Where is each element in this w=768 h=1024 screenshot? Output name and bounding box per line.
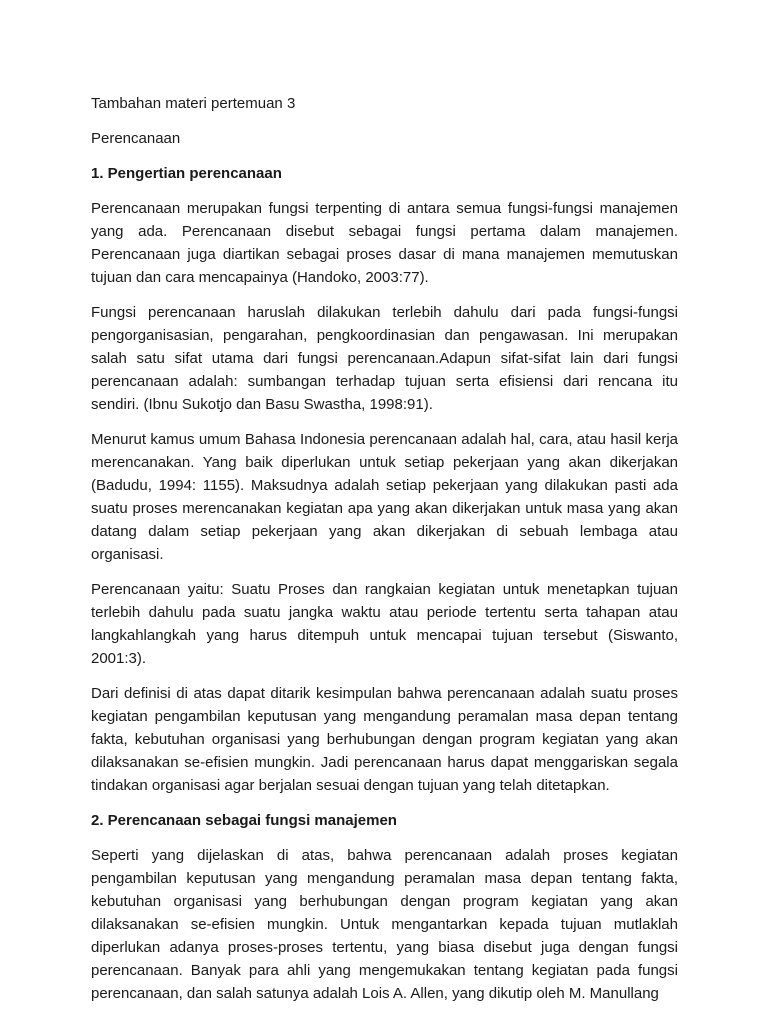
paragraph: Perencanaan merupakan fungsi terpenting di antara semua fungsi-fungsi manajemen yang ada. Perencanaan disebut sebagai fungsi pertama dalam manajemen. Perencanaan juga diartikan sebagai proses dasar di mana manajemen memutuskan tujuan dan cara mencapainya (Handoko, 2003:77). [91,200,678,286]
paragraph: Seperti yang dijelaskan di atas, bahwa perencanaan adalah proses kegiatan pengambilan keputusan yang mengandung peramalan masa depan tentang fakta, kebutuhan organisasi yang berhubungan dengan program kegiatan yang akan dilaksanakan se-efisien mungkin. Untuk mengantarkan kepada tujuan mutlaklah diperlukan adanya proses-proses tertentu, yang biasa disebut juga dengan fungsi perencanaan. Banyak para ahli yang mengemukakan tentang kegiatan pada fungsi perencanaan, dan salah satunya adalah Lois A. Allen, yang dikutip oleh M. Manullang [91,847,678,1002]
paragraph: Perencanaan yaitu: Suatu Proses dan rangkaian kegiatan untuk menetapkan tujuan terlebih dahulu pada suatu jangka waktu atau periode tertentu serta tahapan atau langkahlangkah yang harus ditempuh untuk mencapai tujuan tersebut (Siswanto, 2001:3). [91,581,678,667]
section-title-1: 1. Pengertian perencanaan [91,165,282,182]
section-title-2: 2. Perencanaan sebagai fungsi manajemen [91,812,397,829]
paragraph: Menurut kamus umum Bahasa Indonesia perencanaan adalah hal, cara, atau hasil kerja merencanakan. Yang baik diperlukan untuk setiap pekerjaan yang akan dikerjakan (Badudu, 1994: 1155). Maksudnya adalah setiap pekerjaan yang dilakukan pasti ada suatu proses merencanakan kegiatan apa yang akan dikerjakan untuk masa yang akan datang dalam setiap pekerjaan yang akan dikerjakan di sebuah lembaga atau organisasi. [91,431,678,563]
document-header: Tambahan materi pertemuan 3 [91,95,296,112]
paragraph: Dari definisi di atas dapat ditarik kesimpulan bahwa perencanaan adalah suatu proses kegiatan pengambilan keputusan yang mengandung peramalan masa depan tentang fakta, kebutuhan organisasi yang berhubungan dengan program kegiatan yang akan dilaksanakan se-efisien mungkin. Jadi perencanaan harus dapat menggariskan segala tindakan organisasi agar berjalan sesuai dengan tujuan yang telah ditetapkan. [91,685,678,794]
document-page [91,92,678,1005]
paragraph: Fungsi perencanaan haruslah dilakukan terlebih dahulu dari pada fungsi-fungsi pengorganisasian, pengarahan, pengkoordinasian dan pengawasan. Ini merupakan salah satu sifat utama dari fungsi perencanaan.Adapun sifat-sifat lain dari fungsi perencanaan adalah: sumbangan terhadap tujuan serta efisiensi dari rencana itu sendiri. (Ibnu Sukotjo dan Basu Swastha, 1998:91). [91,304,678,413]
document-topic: Perencanaan [91,130,181,147]
